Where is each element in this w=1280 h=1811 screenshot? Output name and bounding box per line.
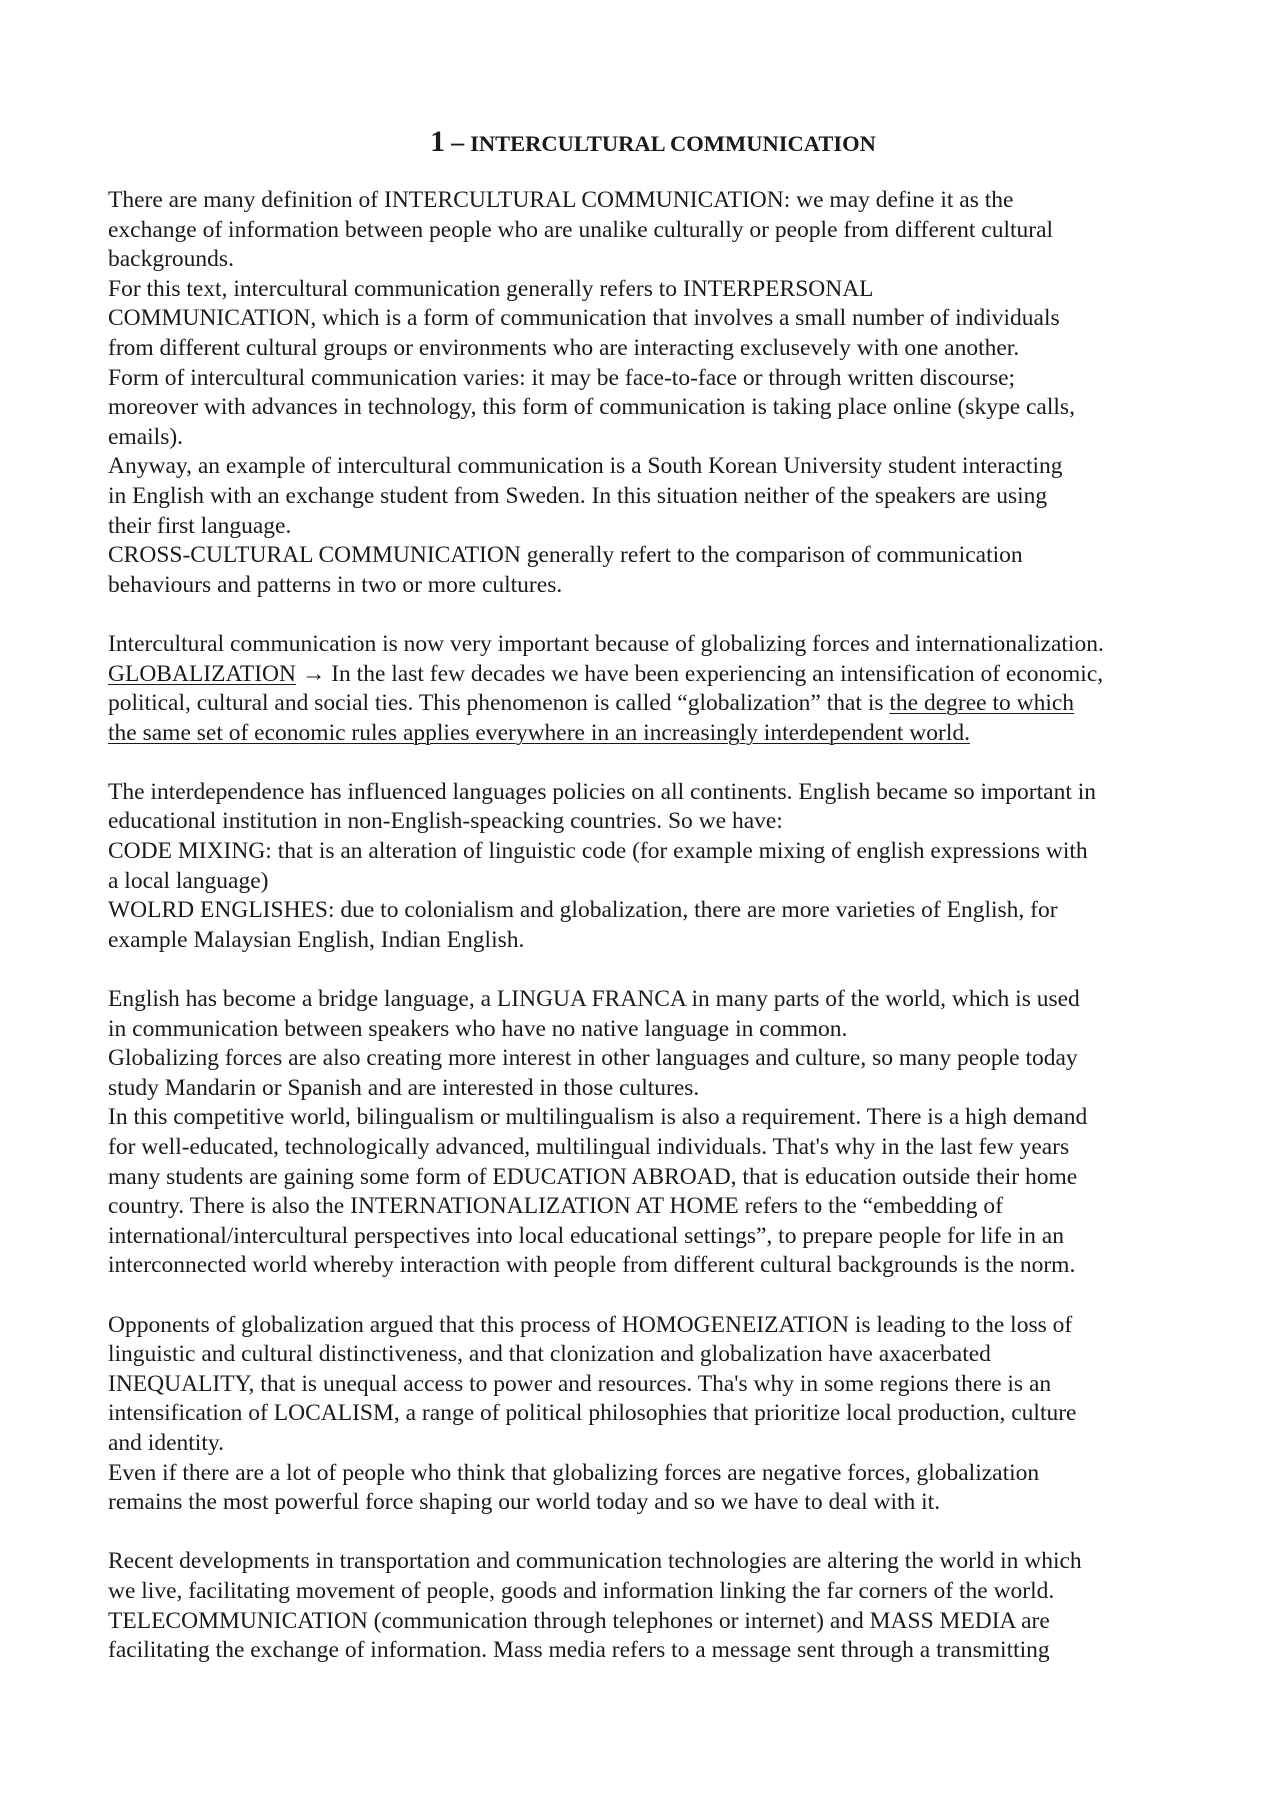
text-line: for well-educated, technologically advanced, multilingual individuals. That's why in the last few years [108, 1134, 1070, 1160]
globalization-definition-lead: political, cultural and social ties. This phenomenon is called “globalization” that is [108, 690, 890, 717]
text-line: English has become a bridge language, a LINGUA FRANCA in many parts of the world, which is used [108, 986, 1080, 1013]
text-line [108, 719, 1198, 749]
title-text: INTERCULTURAL COMMUNICATION [470, 131, 876, 156]
text-line: international/intercultural perspectives into local educational settings”, to prepare people for life in an [108, 1222, 1064, 1249]
text-line: a local language) [108, 867, 269, 894]
document-page [108, 120, 1198, 1666]
text-line [108, 660, 1198, 690]
text-line: intensification of LOCALISM, a range of political philosophies that prioritize local production, culture [108, 1400, 1077, 1427]
text-line: The interdependence has influenced languages policies on all continents. English became so important in [108, 778, 1096, 805]
paragraph-interdependence [108, 778, 1198, 956]
paragraph-gap [108, 1281, 1198, 1311]
text-line [108, 689, 1198, 719]
paragraph-definition [108, 186, 1198, 600]
text-line: example Malaysian English, Indian English. [108, 926, 525, 953]
globalization-definition-underlined-continued: the same set of economic rules applies everywhere in an increasingly interdependent world. [108, 719, 971, 746]
paragraph-technologies [108, 1547, 1198, 1665]
globalization-arrow-text: → In the last few decades we have been experiencing an intensification of economic, [295, 660, 1104, 687]
paragraph-opponents [108, 1311, 1198, 1518]
paragraph-gap [108, 600, 1198, 630]
paragraph-gap [108, 1518, 1198, 1548]
text-line: linguistic and cultural distinctiveness, and that clonization and globalization have axacerbated [108, 1341, 991, 1368]
text-line: emails). [108, 423, 184, 450]
text-line: Even if there are a lot of people who think that globalizing forces are negative forces, globalization [108, 1459, 1040, 1486]
text-line: in English with an exchange student from Sweden. In this situation neither of the speakers are using [108, 482, 1048, 509]
text-line: CROSS-CULTURAL COMMUNICATION generally refert to the comparison of communication [108, 542, 1023, 569]
title-dash: – [451, 128, 465, 157]
text-line: TELECOMMUNICATION (communication through telephones or internet) and MASS MEDIA are [108, 1607, 1050, 1634]
text-line: educational institution in non-English-speacking countries. So we have: [108, 808, 783, 835]
title-number: 1 [430, 125, 446, 158]
text-line: remains the most powerful force shaping our world today and so we have to deal with it. [108, 1489, 941, 1516]
text-line: we live, facilitating movement of people, goods and information linking the far corners of the world. [108, 1577, 1055, 1604]
text-line: moreover with advances in technology, this form of communication is taking place online (skype calls, [108, 394, 1075, 421]
globalization-term: GLOBALIZATION [108, 660, 296, 687]
paragraph-gap [108, 748, 1198, 778]
text-line: study Mandarin or Spanish and are interested in those cultures. [108, 1074, 700, 1101]
text-line: exchange of information between people who are unalike culturally or people from different cultural [108, 216, 1054, 243]
text-line: In this competitive world, bilingualism or multilingualism is also a requirement. There is a high demand [108, 1104, 1088, 1131]
text-line: facilitating the exchange of information. Mass media refers to a message sent through a transmitting [108, 1637, 1050, 1664]
text-line: There are many definition of INTERCULTURAL COMMUNICATION: we may define it as the [108, 187, 1014, 213]
text-line: Globalizing forces are also creating more interest in other languages and culture, so many people today [108, 1045, 1078, 1072]
text-line: Recent developments in transportation and communication technologies are altering the world in which [108, 1548, 1082, 1575]
globalization-definition-underlined: the degree to which [889, 690, 1075, 717]
text-line: For this text, intercultural communication generally refers to INTERPERSONAL [108, 275, 874, 302]
page-title [108, 120, 1198, 164]
text-line: backgrounds. [108, 246, 234, 273]
text-line: WOLRD ENGLISHES: due to colonialism and globalization, there are more varieties of English, for [108, 897, 1058, 924]
text-line: in communication between speakers who have no native language in common. [108, 1015, 848, 1042]
text-line: country. There is also the INTERNATIONALIZATION AT HOME refers to the “embedding of [108, 1193, 1003, 1220]
paragraph-lingua-franca [108, 985, 1198, 1281]
text-line: COMMUNICATION, which is a form of communication that involves a small number of individuals [108, 305, 1060, 332]
text-line: many students are gaining some form of EDUCATION ABROAD, that is education outside their home [108, 1163, 1078, 1190]
text-line: behaviours and patterns in two or more cultures. [108, 571, 563, 598]
text-line: Intercultural communication is now very important because of globalizing forces and internationalization. [108, 630, 1104, 657]
text-line: interconnected world whereby interaction with people from different cultural backgrounds is the norm. [108, 1252, 1076, 1279]
text-line: from different cultural groups or environments who are interacting exclusevely with one another. [108, 334, 1020, 361]
text-line: and identity. [108, 1429, 224, 1456]
text-line: Form of intercultural communication varies: it may be face-to-face or through written discourse; [108, 364, 1016, 391]
paragraph-gap [108, 955, 1198, 985]
text-line: their first language. [108, 512, 292, 539]
text-line: CODE MIXING: that is an alteration of linguistic code (for example mixing of english expressions with [108, 838, 1088, 865]
paragraph-globalization [108, 630, 1198, 748]
text-line: INEQUALITY, that is unequal access to power and resources. Tha's why in some regions there is an [108, 1370, 1052, 1397]
text-line: Opponents of globalization argued that this process of HOMOGENEIZATION is leading to the loss of [108, 1311, 1073, 1338]
text-line: Anyway, an example of intercultural communication is a South Korean University student interacting [108, 453, 1063, 480]
